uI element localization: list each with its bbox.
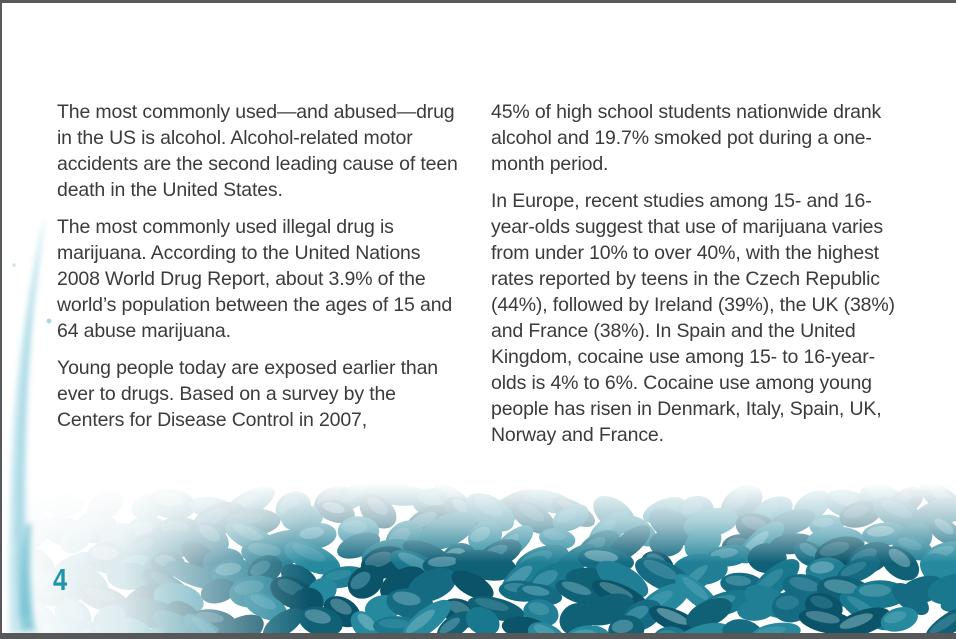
page-border-top [0,0,956,3]
page-content [57,99,909,459]
right-text-column [491,99,909,459]
paragraph-cdc-survey: 45% of high school students nationwide drank alcohol and 19.7% smoked pot during a one-month period. [491,101,882,175]
page-border-bottom [0,633,956,639]
page-number: 4 [53,562,68,597]
pills-photo [0,483,956,633]
left-text-column [57,99,463,459]
paragraph-young-people: Young people today are exposed earlier than ever to drugs. Based on a survey by the Centers for Disease Control in 2007, [57,357,438,431]
paragraph-alcohol: The most commonly used—and abused—drug in the US is alcohol. Alcohol-related motor accidents are the second leading cause of teen death in the United States. [57,101,458,201]
page-border-left [0,0,2,639]
paragraph-marijuana: The most commonly used illegal drug is marijuana. According to the United Nations 2008 World Drug Report, about 3.9% of the world’s population between the ages of 15 and 64 abuse marijuana. [57,216,453,342]
paragraph-europe: In Europe, recent studies among 15- and 16-year-olds suggest that use of marijuana varies from under 10% to over 40%, with the highest rates reported by teens in the Czech Republic (44%), followed by Ireland (39%), the UK (38%) and France (38%). In Spain and the United Kingdom, cocaine use among 15- to 16-year-olds is 4% to 6%. Cocaine use among young people has risen in Denmark, Italy, Spain, UK, Norway and France. [491,190,895,446]
